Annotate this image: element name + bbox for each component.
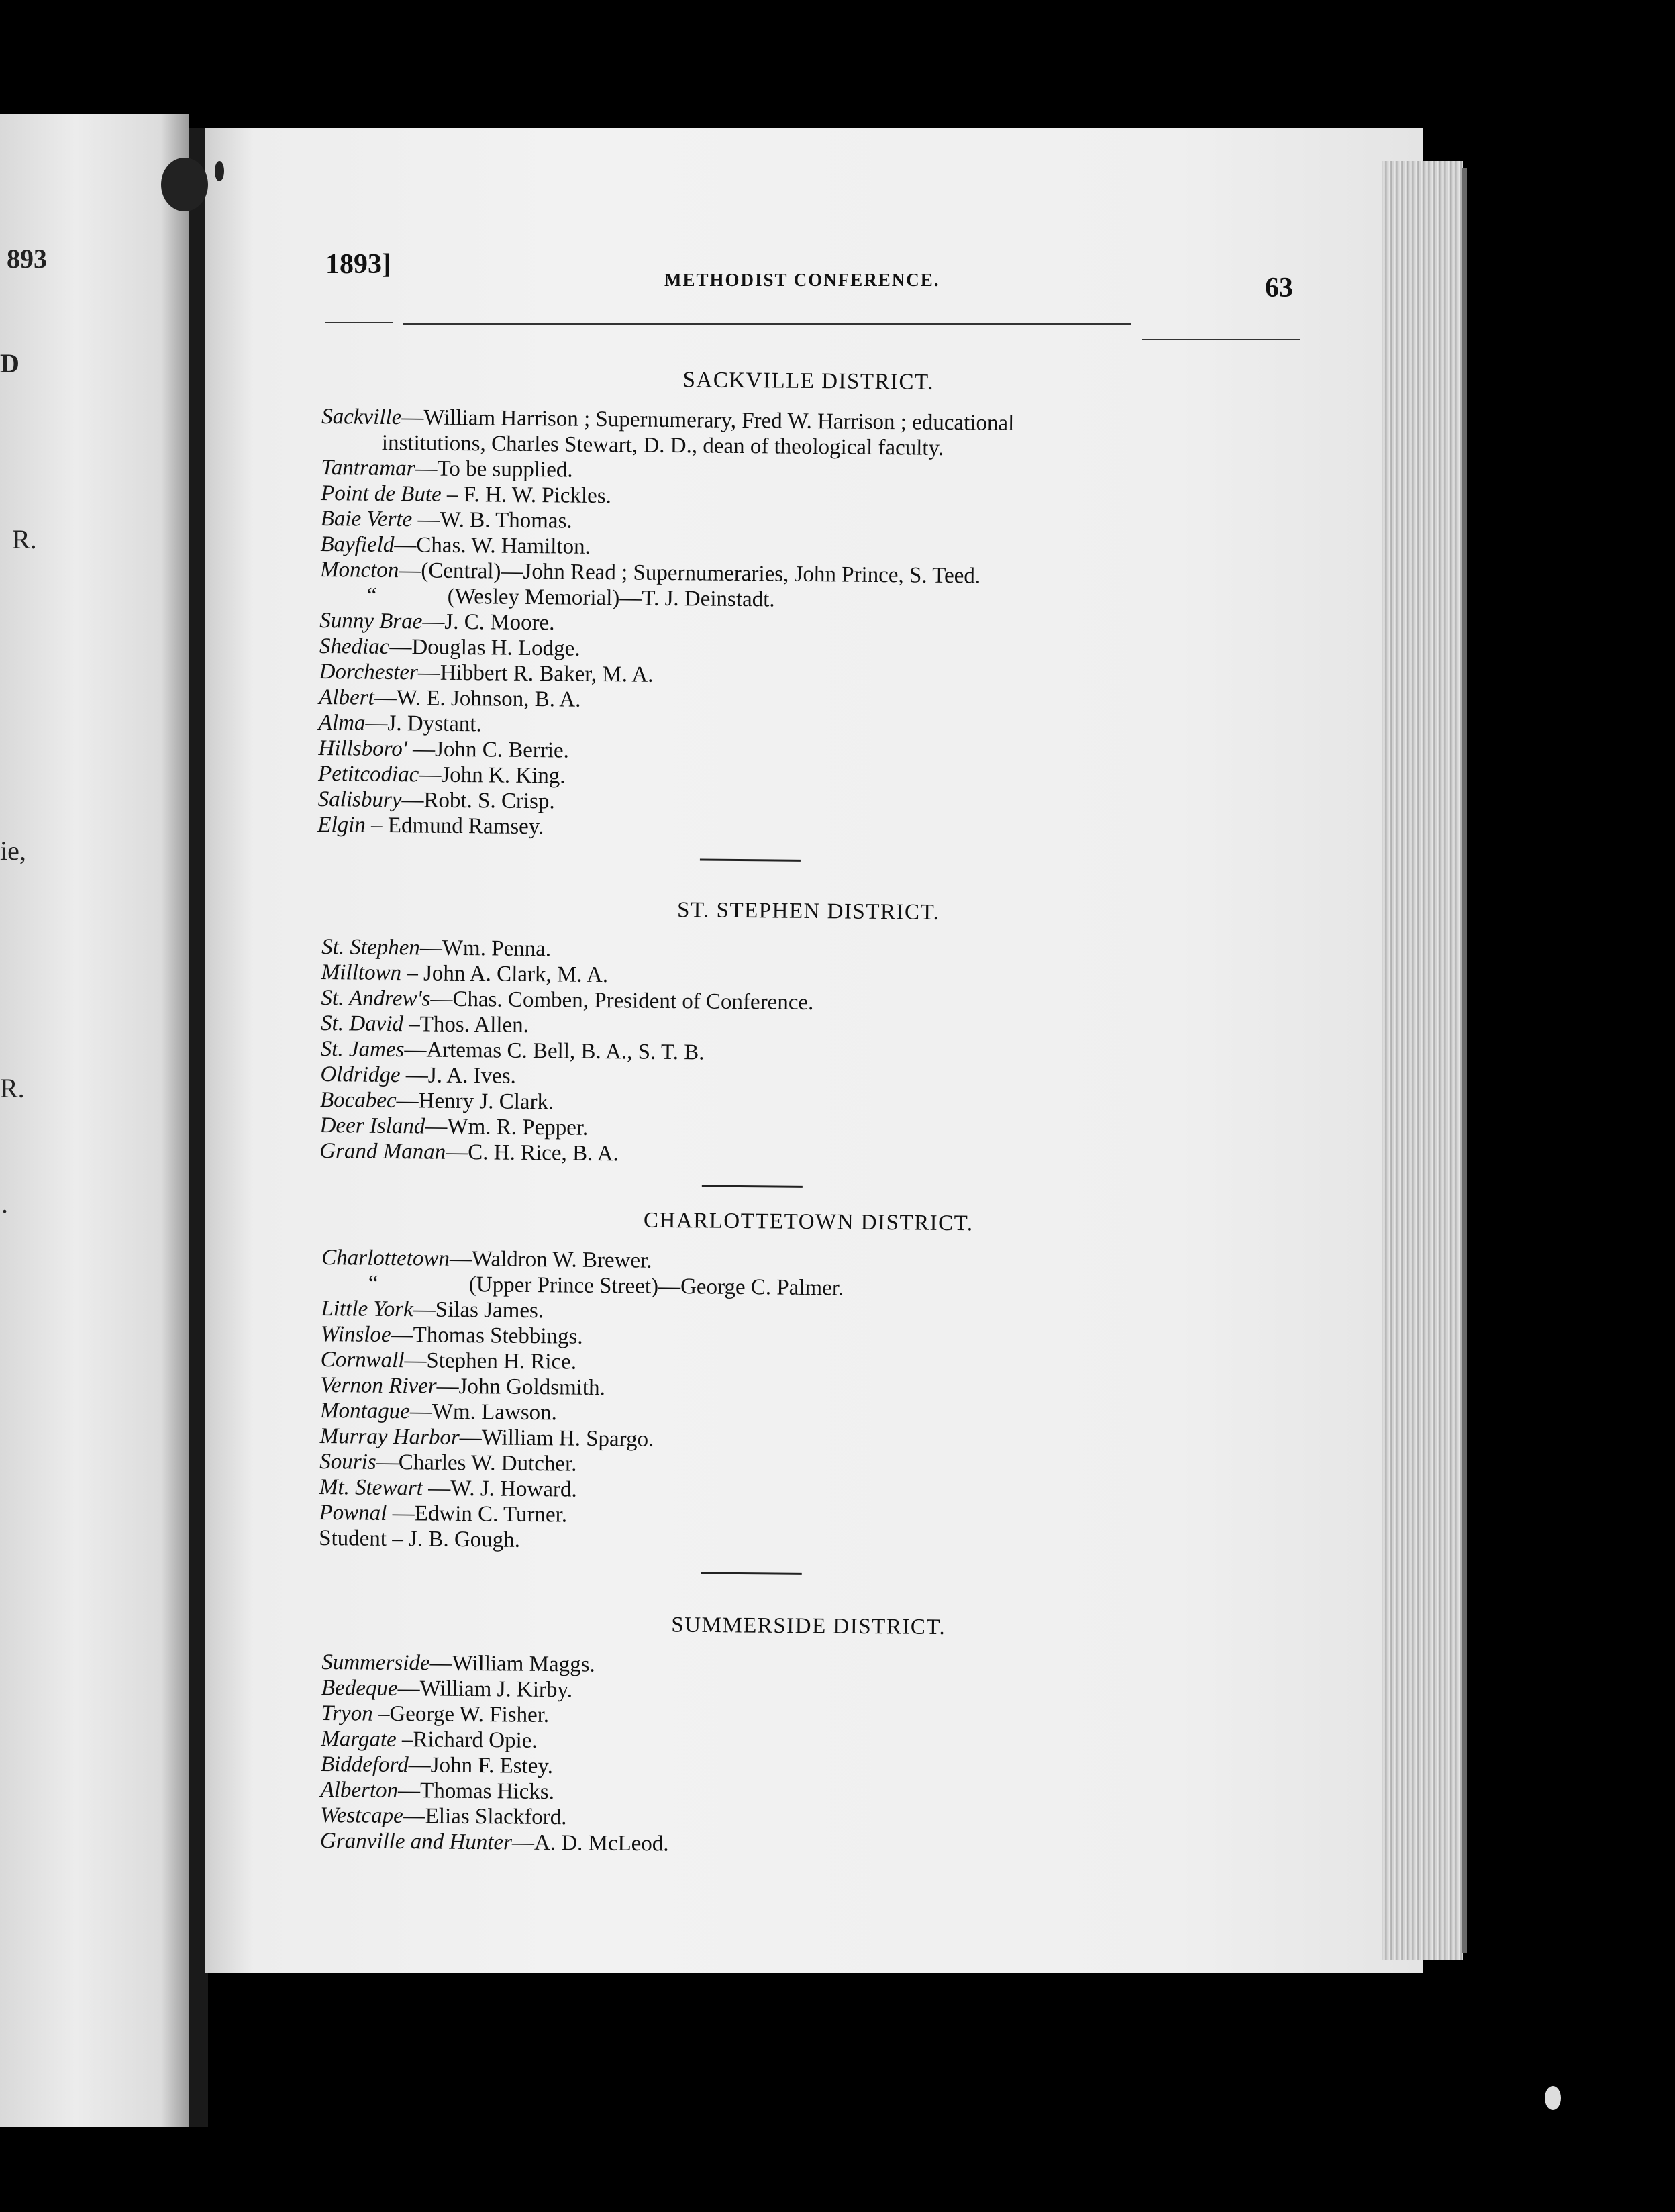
running-head-year: 1893] [325,249,391,280]
circuit-appointment: Student – J. B. Gough. [319,1525,521,1552]
circuit-name: Elgin [317,812,366,838]
circuit-appointment: (Upper Prince Street)—George C. Palmer. [468,1272,844,1301]
circuit-appointment: —Edwin C. Turner. [387,1501,568,1527]
page-edges-shadow [1462,168,1467,1953]
circuit-appointment: —Waldron W. Brewer. [449,1246,652,1273]
circuit-appointment: —John C. Berrie. [407,737,570,763]
circuit-name: Murray Harbor [319,1423,460,1450]
circuit-name: Pownal [319,1500,387,1525]
circuit-appointment: –Richard Opie. [396,1727,538,1753]
circuit-appointment: —John K. King. [419,762,566,789]
ink-blot [161,158,208,211]
district-heading: SACKVILLE DISTRICT. [682,368,935,395]
left-page-fragment: R. [12,524,37,554]
circuit-name: St. Stephen [321,934,421,960]
circuit-appointment: —W. J. Howard. [422,1476,577,1502]
circuit-appointment: (Wesley Memorial)—T. J. Deinstadt. [447,584,775,612]
district-section [317,364,1329,866]
circuit-appointment: —J. Dystant. [365,711,482,737]
circuit-name: Sackville [321,404,402,430]
district-heading: ST. STEPHEN DISTRICT. [676,898,940,925]
circuit-name: Vernon River [320,1372,437,1399]
circuit-appointment: institutions, Charles Stewart, D. D., dean of theological faculty. [381,430,944,460]
circuit-name: Cornwall [320,1347,405,1373]
circuit-name: Bocabec [319,1087,397,1113]
circuit-appointment: —A. D. McLeod. [511,1830,669,1856]
circuit-appointment: —John F. Estey. [408,1753,554,1779]
circuit-appointment: —Charles W. Dutcher. [376,1450,577,1476]
circuit-name: Albert [319,685,374,710]
circuit-appointment: —Chas. Comben, President of Conference. [430,987,814,1015]
running-head-title: METHODIST CONFERENCE. [664,270,940,290]
circuit-name: Souris [319,1449,376,1474]
circuit-appointment: —Elias Slackford. [403,1804,567,1830]
circuit-name: Alma [318,710,366,736]
ditto-mark: “ [368,1271,378,1296]
circuit-appointment: —Wm. Penna. [419,936,552,962]
circuit-name: Sunny Brae [319,608,423,634]
circuit-appointment: —Robt. S. Crisp. [401,788,555,814]
circuit-appointment: —William Maggs. [429,1651,595,1677]
circuit-appointment: —Silas James. [413,1297,544,1323]
ditto-mark: “ [366,583,377,608]
district-section [319,894,1329,1193]
left-page-fragment: ie, [0,836,26,866]
circuit-name: Point de Bute [320,481,442,507]
circuit-name: Petitcodiac [317,761,419,787]
circuit-name: Dorchester [319,659,419,685]
circuit-appointment: —(Central)—John Read ; Supernumeraries, John Prince, S. Teed. [399,558,981,589]
circuit-appointment: —Chas. W. Hamilton. [394,533,591,559]
page-number: 63 [1265,272,1293,303]
circuit-name: Shediac [319,634,390,659]
circuit-appointment: —William J. Kirby. [397,1676,573,1703]
circuit-appointment: —Hibbert R. Baker, M. A. [417,660,654,687]
left-page-fragment: 893 [7,244,47,274]
scanner-speck [1545,2086,1561,2110]
circuit-name: Little York [321,1296,413,1322]
header-rule [1142,339,1300,340]
circuit-name: Deer Island [319,1113,425,1139]
circuit-appointment: – John A. Clark, M. A. [401,961,609,988]
left-page-edge [0,114,189,2127]
circuit-name: Bedeque [321,1675,398,1701]
district-section [320,1609,1329,1862]
circuit-appointment: – F. H. W. Pickles. [441,482,612,509]
circuit-appointment: —C. H. Rice, B. A. [446,1140,619,1166]
circuit-name: Alberton [320,1777,399,1803]
district-heading: SUMMERSIDE DISTRICT. [671,1613,946,1640]
left-page-fragment: . [1,1189,8,1219]
circuit-appointment: —John Goldsmith. [436,1374,605,1401]
circuit-name: Winsloe [320,1321,391,1347]
circuit-name: St. Andrew's [321,985,431,1011]
circuit-name: Biddeford [320,1752,409,1778]
circuit-appointment: –George W. Fisher. [372,1701,550,1727]
ink-speck [215,161,224,181]
circuit-name: Mt. Stewart [319,1474,423,1501]
circuit-appointment: –Thos. Allen. [403,1012,529,1038]
circuit-appointment: —W. B. Thomas. [412,507,572,534]
circuit-name: Hillsboro' [318,736,408,762]
circuit-appointment: – Edmund Ramsey. [365,813,544,840]
circuit-name: Margate [321,1726,397,1752]
circuit-name: Summerside [321,1650,430,1676]
header-rule [403,323,1131,325]
district-section [319,1205,1329,1580]
circuit-appointment: —William Harrison ; Supernumerary, Fred W. Harrison ; educational [401,405,1015,436]
page-edges [1382,161,1463,1960]
left-page-fragment: D [0,348,19,379]
circuit-name: Baie Verte [320,506,413,532]
circuit-name: Westcape [320,1803,403,1829]
circuit-appointment: —Thomas Hicks. [397,1778,555,1805]
circuit-name: St. David [320,1011,404,1037]
circuit-name: St. James [320,1036,405,1062]
circuit-name: Charlottetown [321,1245,450,1271]
circuit-appointment: —To be supplied. [415,456,573,483]
circuit-appointment: —William H. Spargo. [459,1425,654,1452]
circuit-name: Bayfield [320,532,395,558]
circuit-name: Oldridge [320,1062,401,1088]
circuit-appointment: —Thomas Stebbings. [391,1322,583,1349]
circuit-name: Grand Manan [319,1138,446,1164]
circuit-appointment: —J. C. Moore. [422,609,555,636]
circuit-name: Moncton [319,557,399,583]
header-rule [325,322,393,323]
district-heading: CHARLOTTETOWN DISTRICT. [643,1208,974,1236]
circuit-name: Granville and Hunter [319,1828,513,1855]
circuit-appointment: —Wm. Lawson. [409,1399,558,1425]
left-page-fragment: R. [0,1073,25,1103]
circuit-appointment: —Henry J. Clark. [396,1089,554,1115]
circuit-name: Salisbury [317,787,402,813]
circuit-name: Milltown [321,960,402,986]
circuit-appointment: —Artemas C. Bell, B. A., S. T. B. [404,1038,705,1065]
circuit-name: Montague [319,1398,411,1424]
circuit-appointment: —Douglas H. Lodge. [389,634,580,661]
circuit-name: Tantramar [321,455,415,481]
circuit-appointment: —Stephen H. Rice. [404,1348,577,1374]
circuit-appointment: —J. A. Ives. [400,1063,517,1089]
circuit-name: Tryon [321,1701,373,1726]
circuit-appointment: —W. E. Johnson, B. A. [374,685,581,712]
circuit-appointment: —Wm. R. Pepper. [425,1114,589,1140]
